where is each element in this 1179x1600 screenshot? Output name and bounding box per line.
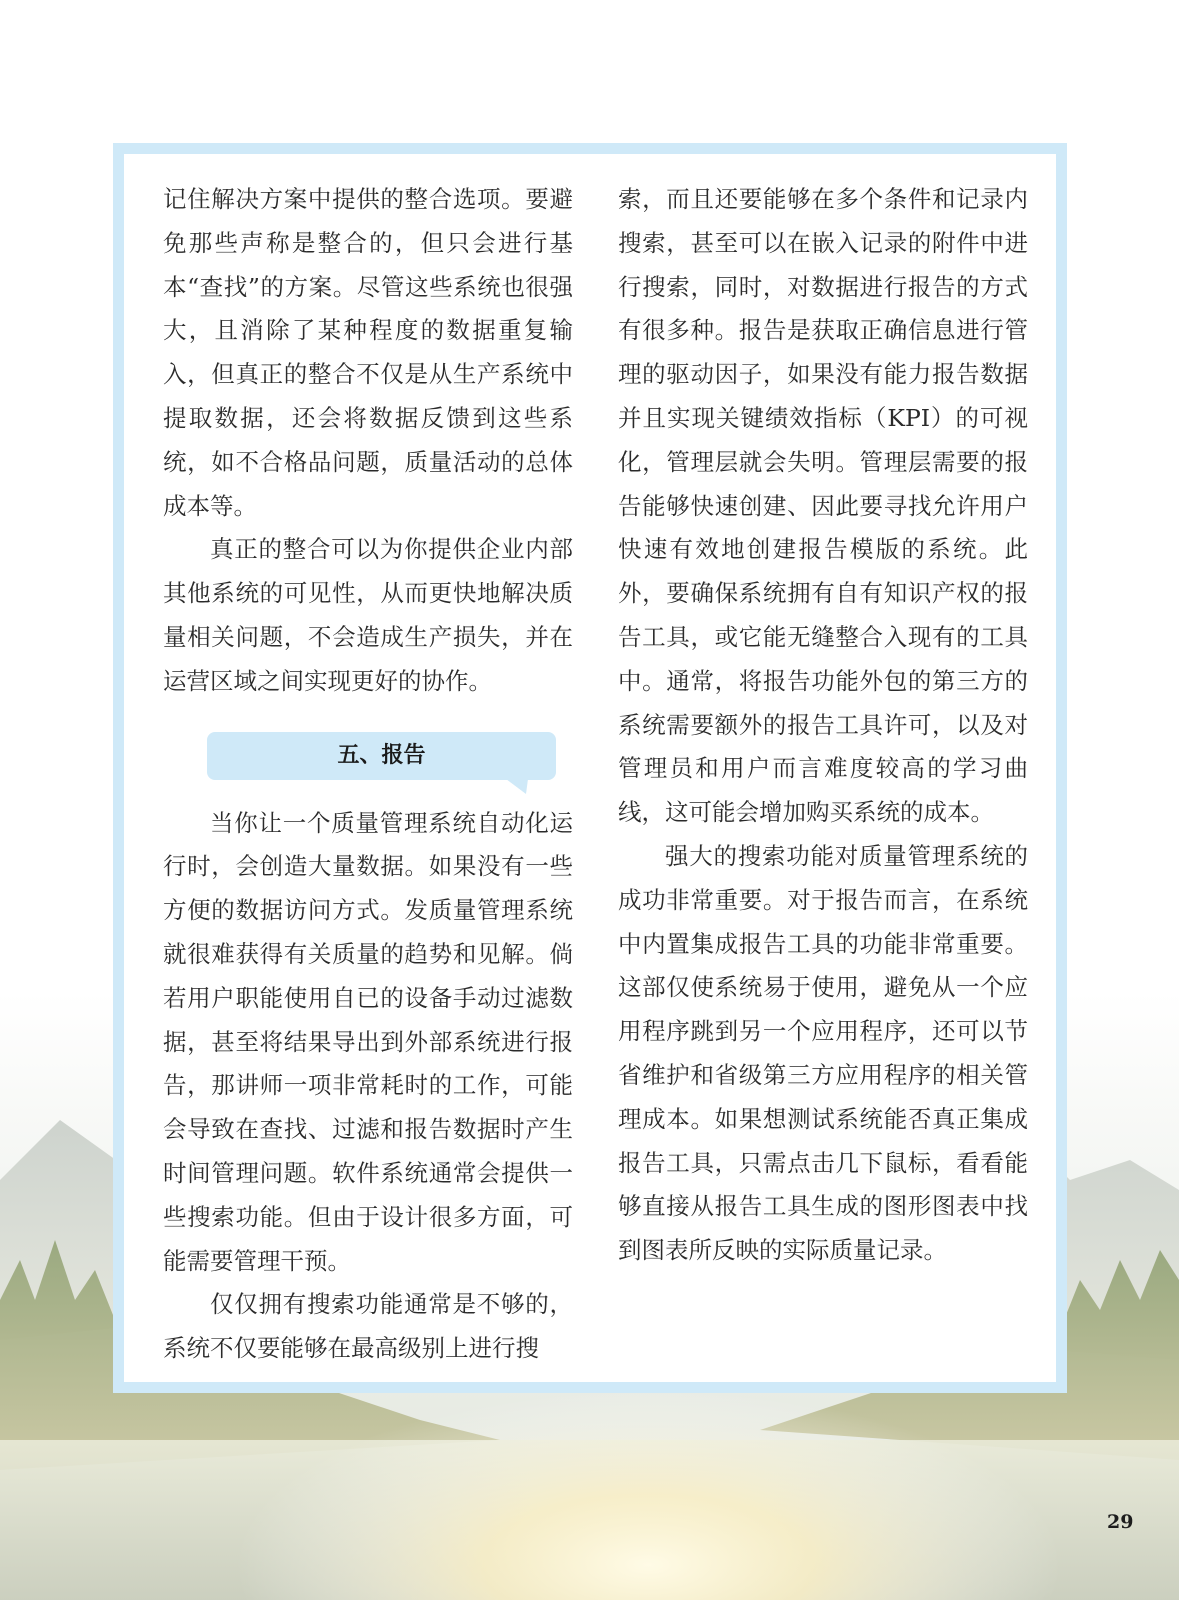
paragraph: 仅仅拥有搜索功能通常是不够的，系统不仅要能够在最高级别上进行搜 xyxy=(163,1290,573,1363)
section-heading-banner xyxy=(207,732,556,780)
paragraph: 记住解决方案中提供的整合选项。要避免那些声称是整合的，但只会进行基本“查找”的方案。尽管这些系统也很强大，且消除了某种程度的数据重复输入，但真正的整合不仅是从生产系统中提取数据，还会将数据反馈到这些系统，如不合格品问题，质量活动的总体成本等。 xyxy=(163,185,573,520)
page-number: 29 xyxy=(1107,1511,1134,1533)
paragraph: 当你让一个质量管理系统自动化运行时，会创造大量数据。如果没有一些方便的数据访问方式。发质量管理系统就很难获得有关质量的趋势和见解。倘若用户职能使用自已的设备手动过滤数据，甚至将结果导出到外部系统进行报告，那讲师一项非常耗时的工作，可能会导致在查找、过滤和报告数据时产生时间管理问题。软件系统通常会提供一些搜索功能。但由于设计很多方面，可能需要管理干预。 xyxy=(163,808,573,1275)
speech-tail-icon xyxy=(506,779,528,794)
left-column xyxy=(163,178,573,1371)
right-column xyxy=(618,178,1028,1273)
paragraph: 索，而且还要能够在多个条件和记录内搜索，甚至可以在嵌入记录的附件中进行搜索，同时，对数据进行报告的方式有很多种。报告是获取正确信息进行管理的驱动因子，如果没有能力报告数据并且实现关键绩效指标（KPI）的可视化，管理层就会失明。管理层需要的报告能够快速创建、因此要寻找允许用户快速有效地创建报告模版的系统。此外，要确保系统拥有自有知识产权的报告工具，或它能无缝整合入现有的工具中。通常，将报告功能外包的第三方的系统需要额外的报告工具许可，以及对管理员和用户而言难度较高的学习曲线，这可能会增加购买系统的成本。 xyxy=(618,185,1028,827)
paragraph: 真正的整合可以为你提供企业内部其他系统的可见性，从而更快地解决质量相关问题，不会造成生产损失，并在运营区域之间实现更好的协作。 xyxy=(163,535,573,695)
section-heading: 五、报告 xyxy=(337,742,426,768)
paragraph: 强大的搜索功能对质量管理系统的成功非常重要。对于报告而言，在系统中内置集成报告工具的功能非常重要。这部仅使系统易于使用，避免从一个应用程序跳到另一个应用程序，还可以节省维护和省级第三方应用程序的相关管理成本。如果想测试系统能否真正集成报告工具，只需点击几下鼠标，看看能够直接从报告工具生成的图形图表中找到图表所反映的实际质量记录。 xyxy=(618,841,1028,1265)
